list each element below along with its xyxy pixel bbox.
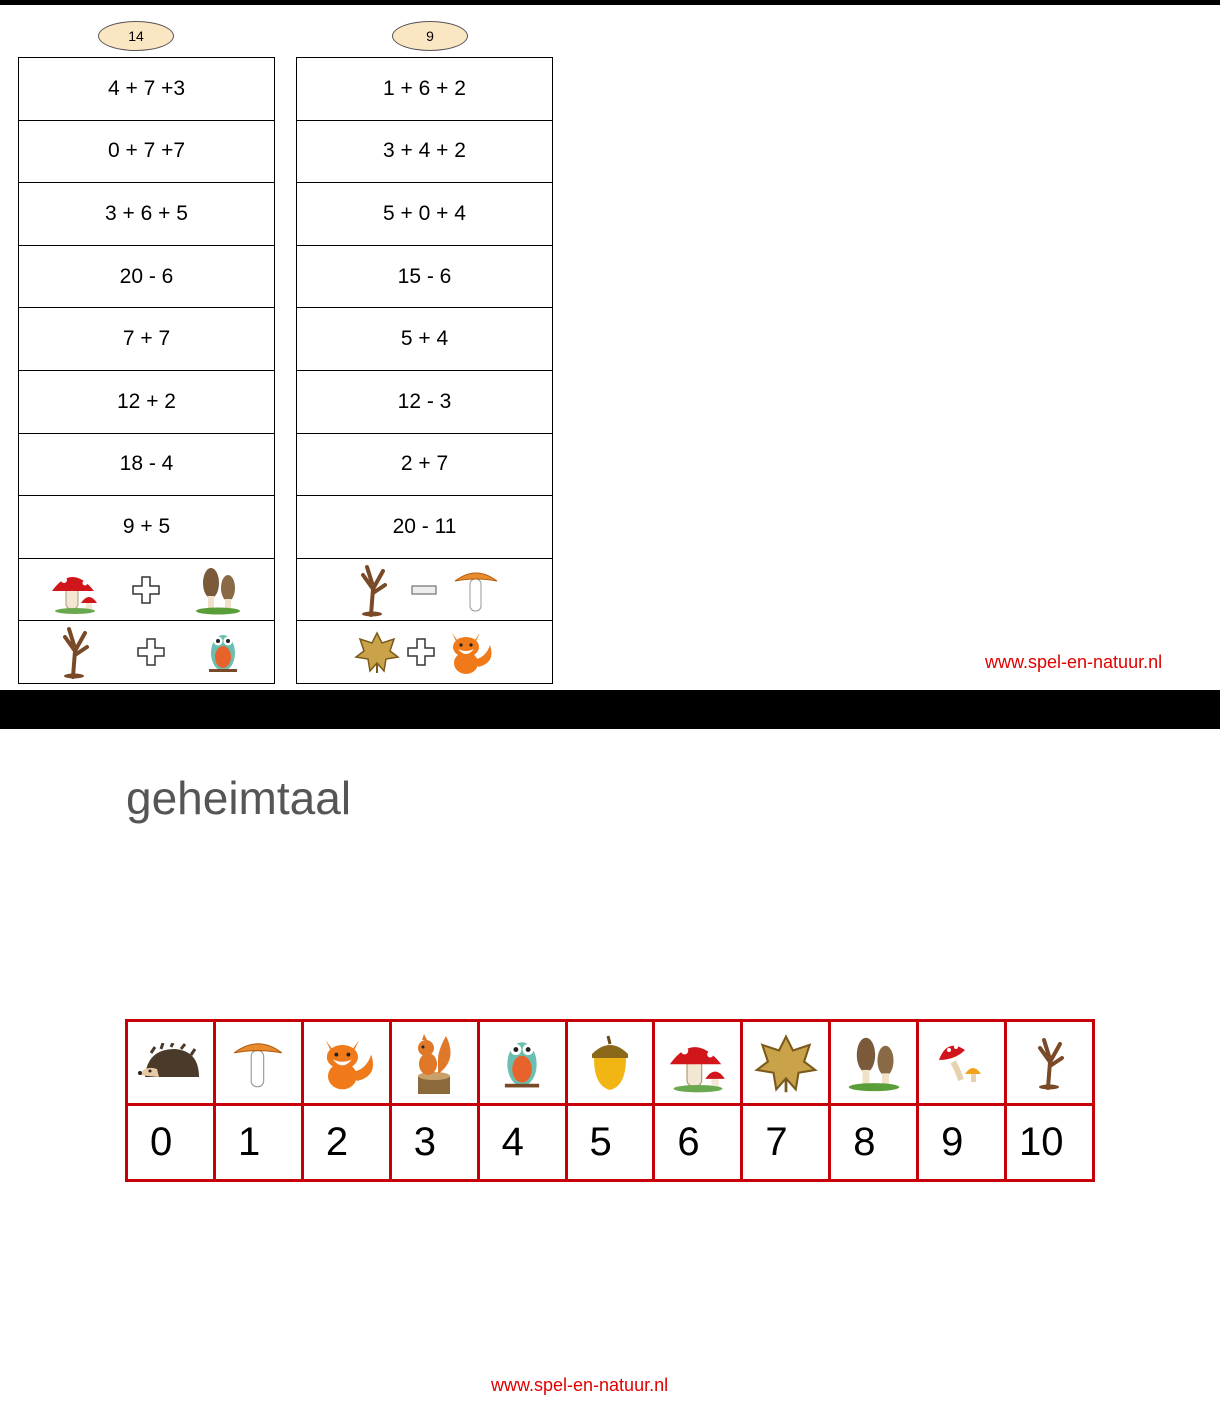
tree-icon [351,563,395,617]
legend-number: 10 [1006,1105,1094,1181]
code-legend-table [125,1019,1095,1182]
sum-cell: 15 - 6 [297,245,553,308]
sum-cell: 20 - 6 [19,245,275,308]
legend-icon-cell [742,1021,830,1105]
page-divider [0,690,1220,729]
plus-operator-icon [131,575,161,605]
tree-icon [53,625,97,679]
legend-number: 3 [390,1105,478,1181]
sum-cell: 18 - 4 [19,433,275,496]
website-url: www.spel-en-natuur.nl [985,652,1163,672]
hedgehog-icon [137,1043,203,1083]
sum-cell: 5 + 0 + 4 [297,183,553,246]
squirrel-icon [408,1030,460,1096]
sum-cell: 0 + 7 +7 [19,120,275,183]
legend-number: 5 [566,1105,654,1181]
legend-icon-cell [566,1021,654,1105]
legend-number: 0 [127,1105,215,1181]
legend-number: 7 [742,1105,830,1181]
plus-operator-icon [406,637,436,667]
morel-mushroom-icon [191,563,245,617]
legend-number: 9 [918,1105,1006,1181]
sum-cell: 5 + 4 [297,308,553,371]
owl-icon [206,625,240,679]
picture-sum-cell [297,558,553,621]
sum-cell: 3 + 6 + 5 [19,183,275,246]
leaf-icon [754,1031,818,1095]
morel-mushroom-icon [843,1032,905,1094]
acorn-icon [588,1034,632,1092]
fox-icon [442,627,496,677]
page-title: geheimtaal [126,772,352,824]
legend-icon-cell [918,1021,1006,1105]
sum-cell: 1 + 6 + 2 [297,58,553,121]
website-url: www.spel-en-natuur.nl [491,1375,669,1395]
top-border [0,0,1220,5]
sum-cell: 2 + 7 [297,433,553,496]
legend-icon-cell [302,1021,390,1105]
sum-cell: 12 - 3 [297,370,553,433]
minus-operator-icon [411,583,437,597]
plus-operator-icon [136,637,166,667]
sum-cell: 4 + 7 +3 [19,58,275,121]
sum-cell: 3 + 4 + 2 [297,120,553,183]
answer-oval-2: 9 [392,21,468,51]
sum-column-2 [296,57,553,684]
sum-cell: 7 + 7 [19,308,275,371]
small-mushroom-icon [937,1036,987,1090]
legend-number: 1 [214,1105,302,1181]
legend-number: 4 [478,1105,566,1181]
legend-number: 6 [654,1105,742,1181]
tree-icon [1028,1033,1072,1093]
sum-column-1 [18,57,275,684]
picture-sum-cell [19,621,275,684]
fox-icon [313,1033,379,1093]
sum-cell: 9 + 5 [19,496,275,559]
answer-oval-1: 14 [98,21,174,51]
picture-sum-cell [19,558,275,621]
legend-number: 2 [302,1105,390,1181]
legend-icon-cell [830,1021,918,1105]
legend-icon-cell [1006,1021,1094,1105]
legend-icon-cell [654,1021,742,1105]
legend-icon-cell [214,1021,302,1105]
owl-icon [501,1030,543,1096]
legend-icon-cell [390,1021,478,1105]
legend-icon-cell [127,1021,215,1105]
leaf-icon [354,629,400,675]
legend-number: 8 [830,1105,918,1181]
sum-cell: 12 + 2 [19,370,275,433]
picture-sum-cell [297,621,553,684]
red-mushroom-icon [48,563,102,617]
red-mushroom-icon [665,1030,731,1096]
sum-cell: 20 - 11 [297,496,553,559]
orange-mushroom-icon [453,563,499,617]
legend-icon-cell [478,1021,566,1105]
orange-mushroom-icon [232,1032,284,1094]
